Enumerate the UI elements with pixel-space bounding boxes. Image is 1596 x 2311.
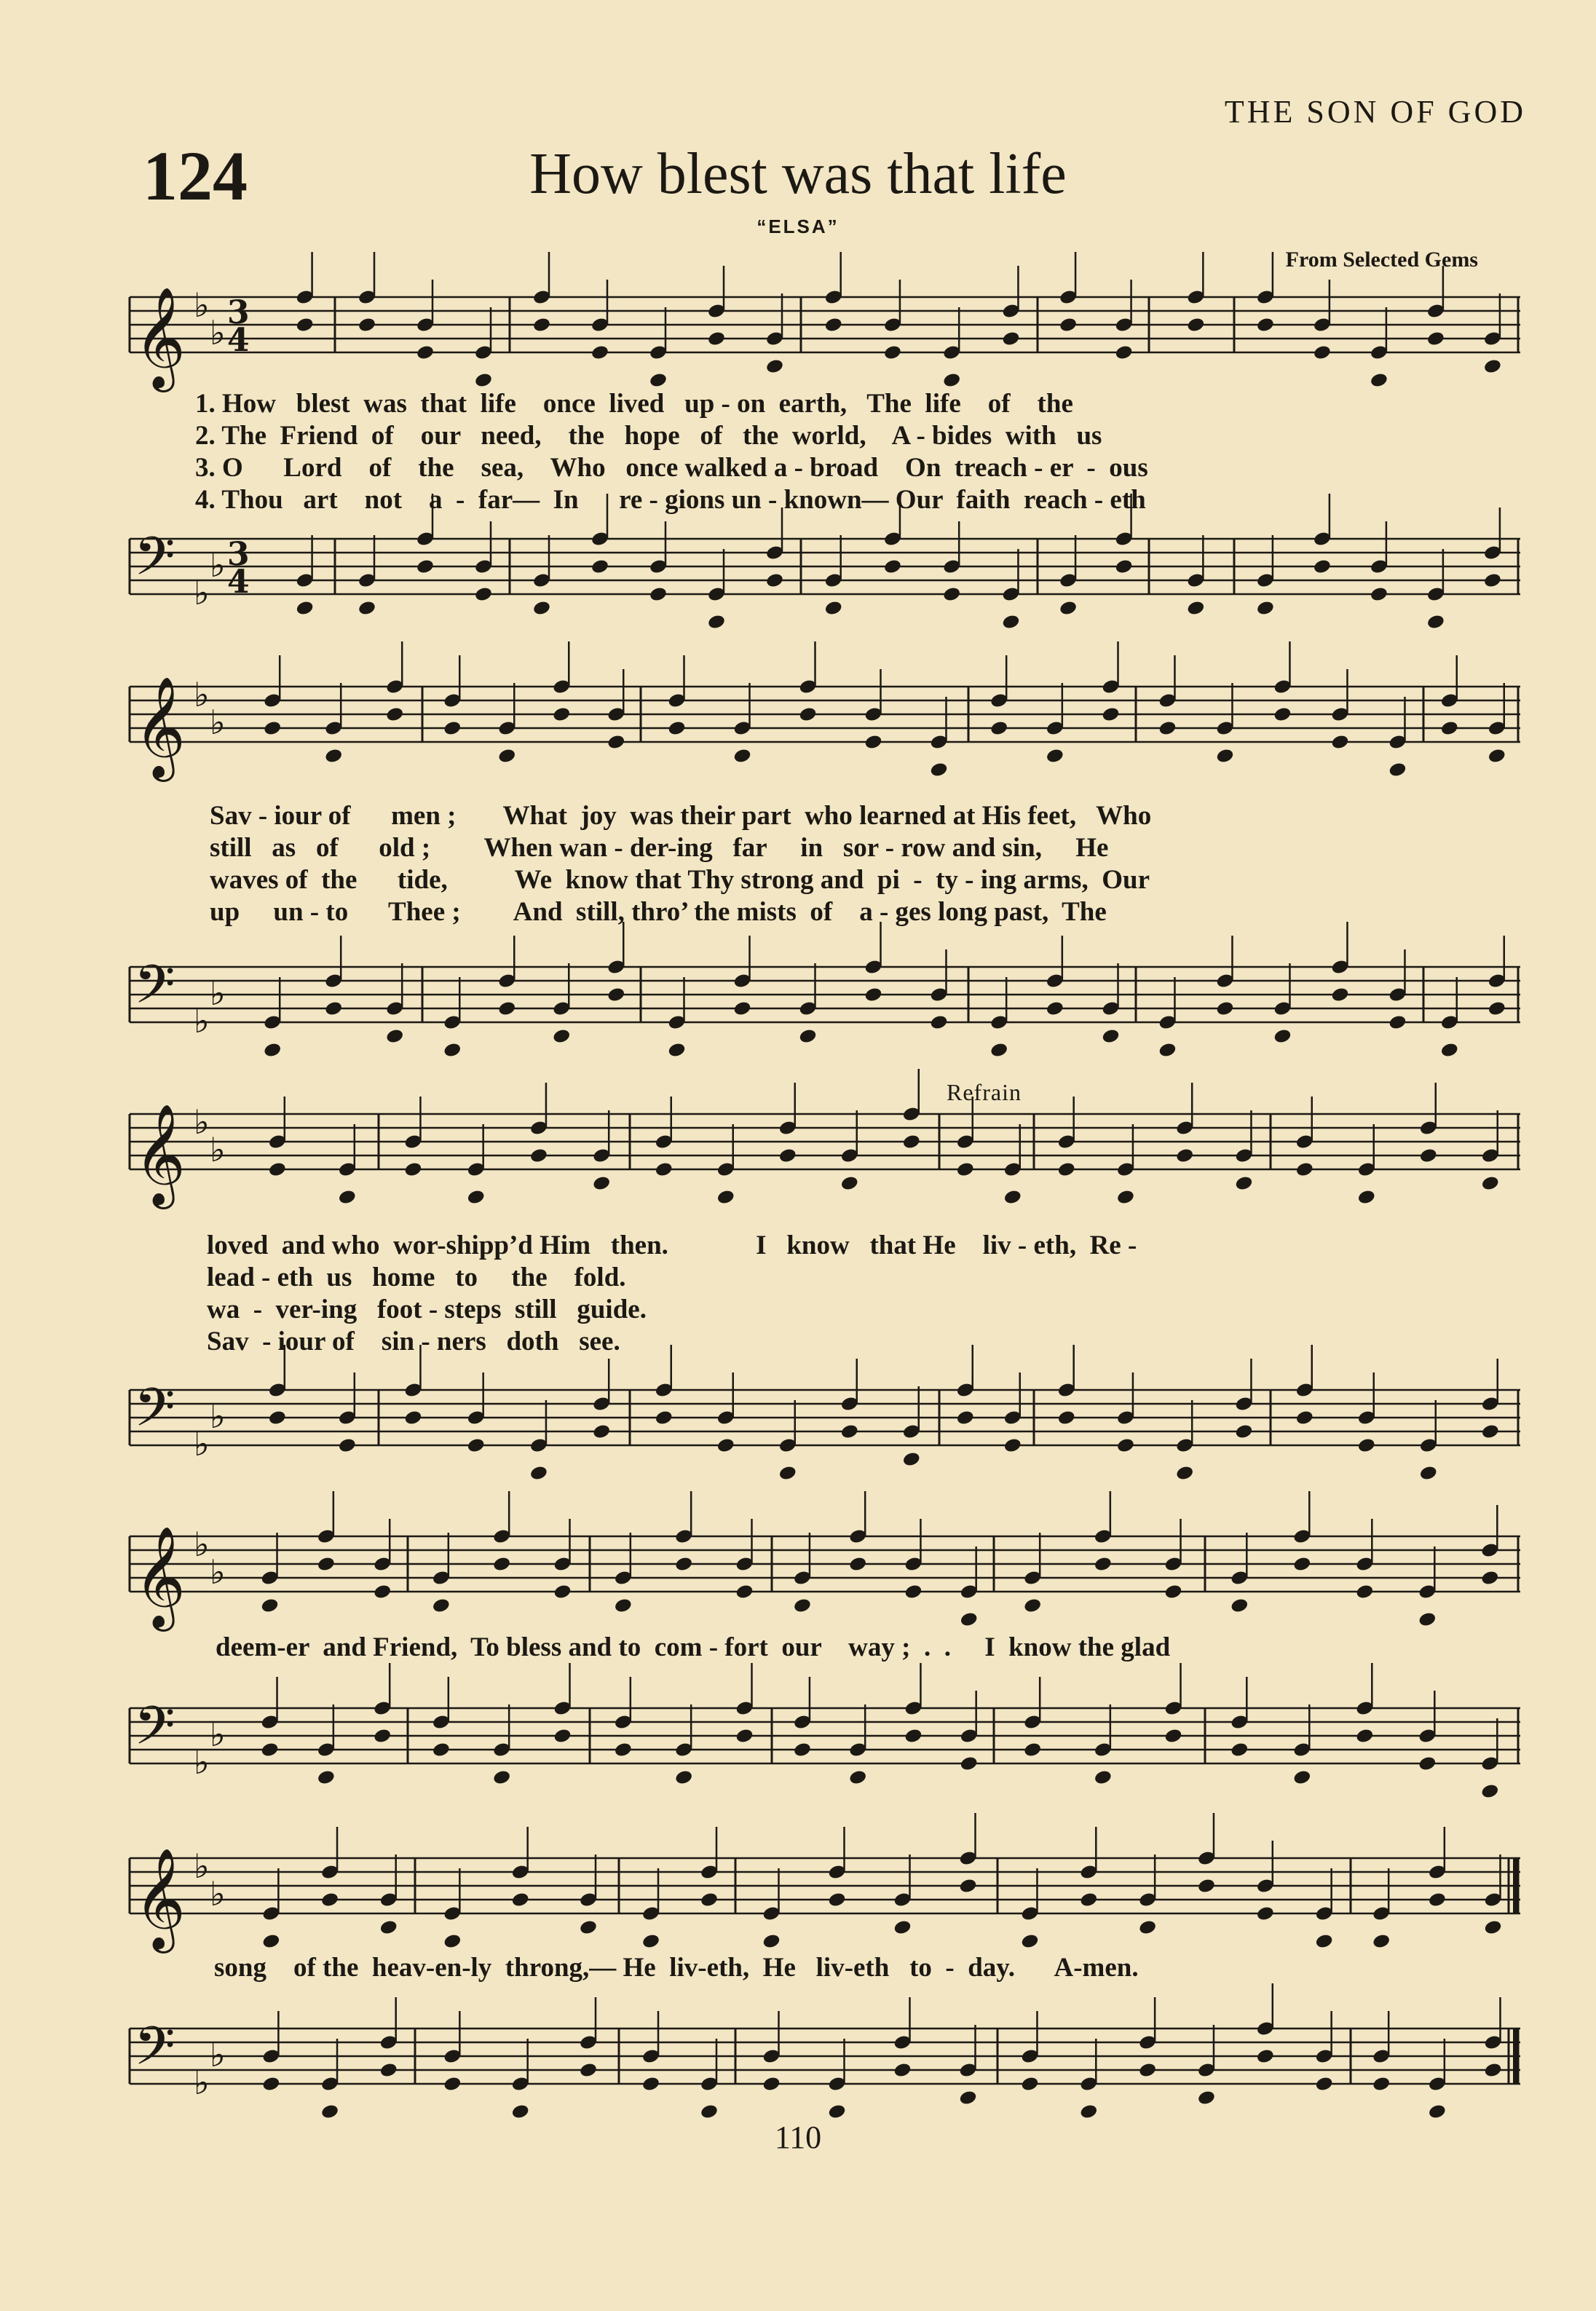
note-head bbox=[579, 2062, 598, 2079]
note-head bbox=[1273, 706, 1292, 723]
note-head bbox=[1419, 1147, 1438, 1164]
note-head bbox=[1115, 344, 1134, 361]
note-head bbox=[492, 1556, 511, 1573]
note-head bbox=[904, 1728, 923, 1745]
note-head bbox=[840, 1423, 859, 1440]
note-head bbox=[324, 748, 343, 765]
note-head bbox=[960, 1755, 979, 1772]
note-head bbox=[798, 1028, 817, 1045]
note-head bbox=[765, 572, 784, 589]
lyric-s3-4: Sav - iour of sin - ners doth see. bbox=[207, 1327, 620, 1356]
note-head bbox=[735, 1584, 754, 1600]
flat-icon: ♭ bbox=[194, 1525, 210, 1564]
flat-icon: ♭ bbox=[194, 285, 210, 325]
note-head bbox=[1273, 1028, 1292, 1045]
note-head bbox=[1370, 372, 1388, 389]
clef-icon: 𝄞 bbox=[134, 1848, 186, 1949]
note-head bbox=[765, 358, 784, 375]
note-head bbox=[260, 1597, 279, 1614]
note-head bbox=[1186, 317, 1205, 333]
note-head bbox=[1186, 600, 1205, 617]
note-head bbox=[1046, 1000, 1064, 1017]
note-head bbox=[700, 1892, 719, 1908]
flat-icon: ♭ bbox=[194, 573, 210, 612]
time-signature-bottom: 4 bbox=[227, 322, 250, 359]
note-head bbox=[1357, 1189, 1376, 1206]
lyric-s3-3: wa - ver-ing foot - steps still guide. bbox=[207, 1295, 647, 1324]
note-head bbox=[614, 1742, 633, 1758]
note-head bbox=[443, 720, 462, 737]
note-head bbox=[1116, 1189, 1135, 1206]
note-head bbox=[735, 1728, 754, 1745]
note-head bbox=[579, 1919, 598, 1936]
tune-name: “ELSA” bbox=[756, 216, 840, 237]
note-head bbox=[338, 1189, 357, 1206]
note-head bbox=[385, 1028, 404, 1045]
note-head bbox=[607, 734, 625, 751]
lyric-s4: deem-er and Friend, To bless and to com - fort our way ; . . I know the glad bbox=[216, 1632, 1171, 1662]
note-head bbox=[707, 614, 726, 631]
note-head bbox=[1256, 317, 1275, 333]
clef-icon: 𝄢 bbox=[134, 525, 175, 600]
note-head bbox=[416, 558, 435, 575]
note-head bbox=[674, 1769, 693, 1786]
note-head bbox=[942, 586, 961, 603]
note-head bbox=[1428, 2103, 1447, 2120]
note-head bbox=[553, 1728, 572, 1745]
note-head bbox=[1370, 586, 1388, 603]
note-head bbox=[317, 1556, 336, 1573]
note-head bbox=[1480, 1570, 1499, 1587]
note-head bbox=[607, 987, 625, 1003]
section-heading: THE SON OF GOD bbox=[1224, 94, 1526, 130]
note-head bbox=[929, 762, 948, 778]
note-head bbox=[840, 1175, 859, 1192]
note-head bbox=[1020, 2076, 1039, 2093]
note-head bbox=[762, 2076, 781, 2093]
note-head bbox=[1256, 1905, 1275, 1922]
note-head bbox=[1313, 344, 1332, 361]
note-head bbox=[324, 1000, 343, 1017]
note-head bbox=[296, 317, 315, 333]
note-head bbox=[1355, 1728, 1374, 1745]
note-head bbox=[700, 2103, 719, 2120]
note-head bbox=[497, 748, 516, 765]
note-head bbox=[1116, 1437, 1135, 1454]
source-credit: From Selected Gems bbox=[1285, 248, 1478, 272]
note-head bbox=[590, 558, 609, 575]
note-head bbox=[1215, 1000, 1234, 1017]
note-head bbox=[864, 987, 882, 1003]
note-head bbox=[641, 1933, 660, 1950]
note-head bbox=[261, 1933, 280, 1950]
note-head bbox=[848, 1769, 867, 1786]
note-head bbox=[667, 720, 686, 737]
page-number: 110 bbox=[774, 2120, 822, 2155]
note-head bbox=[1234, 1175, 1253, 1192]
note-head bbox=[1158, 720, 1177, 737]
note-head bbox=[1295, 1410, 1314, 1426]
note-head bbox=[716, 1189, 735, 1206]
flat-icon: ♭ bbox=[210, 1552, 226, 1592]
lyric-s3-1: loved and who wor-shipp’d Him then. I know that He liv - eth, Re - bbox=[207, 1230, 1137, 1260]
note-head bbox=[467, 1189, 486, 1206]
note-head bbox=[1483, 572, 1502, 589]
note-head bbox=[492, 1769, 511, 1786]
lyric-s5: song of the heav-en-ly throng,— He liv-eth, He liv-eth to - day. A-men. bbox=[214, 1953, 1139, 1983]
hymn-number: 124 bbox=[143, 137, 248, 215]
note-head bbox=[511, 2103, 530, 2120]
note-head bbox=[1426, 614, 1445, 631]
note-head bbox=[373, 1728, 392, 1745]
note-head bbox=[1481, 1175, 1500, 1192]
note-head bbox=[902, 1134, 921, 1150]
note-head bbox=[1197, 1878, 1216, 1895]
clef-icon: 𝄢 bbox=[134, 2015, 175, 2090]
note-head bbox=[1115, 558, 1134, 575]
note-head bbox=[942, 372, 961, 389]
clef-icon: 𝄞 bbox=[134, 287, 186, 388]
flat-icon: ♭ bbox=[194, 2063, 210, 2102]
clef-icon: 𝄢 bbox=[134, 1376, 175, 1451]
note-head bbox=[732, 1000, 751, 1017]
hymn-title: How blest was that life bbox=[529, 142, 1067, 206]
lyric-s1-1: 1. How blest was that life once lived up - on earth, The life of the bbox=[195, 389, 1073, 419]
note-head bbox=[674, 1556, 693, 1573]
note-head bbox=[403, 1161, 422, 1178]
note-head bbox=[641, 2076, 660, 2093]
note-head bbox=[1215, 748, 1234, 765]
note-head bbox=[793, 1597, 812, 1614]
note-head bbox=[902, 1451, 921, 1468]
note-head bbox=[778, 1147, 797, 1164]
note-head bbox=[1330, 734, 1349, 751]
flat-icon: ♭ bbox=[210, 973, 226, 1013]
flat-icon: ♭ bbox=[194, 1001, 210, 1040]
note-head bbox=[385, 706, 404, 723]
note-head bbox=[883, 344, 902, 361]
note-head bbox=[848, 1556, 867, 1573]
lyric-s1-4: 4. Thou art not a - far— In re - gions un - known— Our faith reach - eth bbox=[195, 485, 1146, 515]
note-head bbox=[379, 2062, 398, 2079]
note-head bbox=[511, 1892, 530, 1908]
note-head bbox=[778, 1465, 797, 1482]
note-head bbox=[320, 1892, 339, 1908]
note-head bbox=[432, 1742, 451, 1758]
note-head bbox=[1372, 2076, 1391, 2093]
note-head bbox=[1001, 614, 1020, 631]
note-head bbox=[1440, 720, 1459, 737]
clef-icon: 𝄞 bbox=[134, 1526, 186, 1627]
note-head bbox=[1079, 2103, 1098, 2120]
clef-icon: 𝄞 bbox=[134, 1104, 186, 1205]
note-head bbox=[261, 2076, 280, 2093]
note-head bbox=[529, 1465, 548, 1482]
note-head bbox=[904, 1584, 923, 1600]
note-head bbox=[1440, 1042, 1459, 1059]
note-head bbox=[989, 720, 1008, 737]
note-head bbox=[1234, 1423, 1253, 1440]
note-head bbox=[1418, 1755, 1437, 1772]
note-head bbox=[1295, 1161, 1314, 1178]
note-head bbox=[1094, 1556, 1113, 1573]
note-head bbox=[373, 1584, 392, 1600]
time-signature-bottom: 4 bbox=[227, 564, 250, 601]
flat-icon: ♭ bbox=[210, 1130, 226, 1169]
note-head bbox=[883, 558, 902, 575]
note-head bbox=[1230, 1597, 1249, 1614]
note-head bbox=[1197, 2090, 1216, 2106]
note-head bbox=[1158, 1042, 1177, 1059]
flat-icon: ♭ bbox=[194, 1424, 210, 1463]
note-head bbox=[443, 1042, 462, 1059]
note-head bbox=[432, 1597, 451, 1614]
note-head bbox=[357, 600, 376, 617]
note-head bbox=[260, 1742, 279, 1758]
note-head bbox=[798, 706, 817, 723]
note-head bbox=[320, 2103, 339, 2120]
time-signature-top: 3 bbox=[227, 536, 250, 573]
note-head bbox=[716, 1437, 735, 1454]
note-head bbox=[497, 1000, 516, 1017]
lyric-s2-3: waves of the tide, We know that Thy strong and pi - ty - ing arms, Our bbox=[210, 865, 1150, 895]
note-head bbox=[958, 1878, 977, 1895]
note-head bbox=[1419, 1465, 1438, 1482]
lyric-s2-1: Sav - iour of men ; What joy was their part who learned at His feet, Who bbox=[210, 801, 1152, 831]
note-head bbox=[824, 317, 843, 333]
note-head bbox=[296, 600, 315, 617]
note-head bbox=[552, 706, 571, 723]
note-head bbox=[989, 1042, 1008, 1059]
note-head bbox=[1292, 1556, 1311, 1573]
note-head bbox=[958, 2090, 977, 2106]
flat-icon: ♭ bbox=[210, 545, 226, 585]
note-head bbox=[614, 1597, 633, 1614]
note-head bbox=[827, 2103, 846, 2120]
note-head bbox=[956, 1161, 975, 1178]
note-head bbox=[268, 1410, 287, 1426]
note-head bbox=[1020, 1933, 1039, 1950]
lyric-s2-2: still as of old ; When wan - der-ing far in sor - row and sin, He bbox=[210, 833, 1109, 863]
note-head bbox=[357, 317, 376, 333]
note-head bbox=[649, 372, 668, 389]
note-head bbox=[1003, 1189, 1022, 1206]
note-head bbox=[1001, 331, 1020, 347]
note-head bbox=[956, 1410, 975, 1426]
note-head bbox=[1164, 1584, 1182, 1600]
flat-icon: ♭ bbox=[210, 313, 226, 352]
lyric-s1-3: 3. O Lord of the sea, Who once walked a - broad On treach - er - ous bbox=[195, 453, 1148, 483]
note-head bbox=[1046, 748, 1064, 765]
note-head bbox=[1101, 706, 1120, 723]
note-head bbox=[592, 1175, 611, 1192]
note-head bbox=[732, 748, 751, 765]
note-head bbox=[268, 1161, 287, 1178]
note-head bbox=[592, 1423, 611, 1440]
note-head bbox=[1057, 1161, 1076, 1178]
note-head bbox=[960, 1611, 979, 1628]
note-head bbox=[655, 1161, 673, 1178]
note-head bbox=[1483, 2062, 1502, 2079]
note-head bbox=[1175, 1465, 1194, 1482]
note-head bbox=[1315, 2076, 1334, 2093]
note-head bbox=[1059, 317, 1078, 333]
note-head bbox=[1355, 1584, 1374, 1600]
flat-icon: ♭ bbox=[210, 2035, 226, 2074]
note-head bbox=[443, 2076, 462, 2093]
note-head bbox=[474, 586, 493, 603]
note-head bbox=[929, 1014, 948, 1031]
flat-icon: ♭ bbox=[194, 675, 210, 714]
note-head bbox=[1023, 1742, 1042, 1758]
note-head bbox=[467, 1437, 486, 1454]
note-head bbox=[1138, 1919, 1157, 1936]
note-head bbox=[1023, 1597, 1042, 1614]
time-signature-top: 3 bbox=[227, 294, 250, 331]
note-head bbox=[529, 1147, 548, 1164]
note-head bbox=[1388, 1014, 1407, 1031]
note-head bbox=[864, 734, 882, 751]
note-head bbox=[893, 2062, 912, 2079]
note-head bbox=[1388, 762, 1407, 778]
note-head bbox=[403, 1410, 422, 1426]
note-head bbox=[1481, 1423, 1500, 1440]
note-head bbox=[553, 1584, 572, 1600]
lyric-s1-2: 2. The Friend of our need, the hope of the world, A - bides with us bbox=[195, 421, 1102, 451]
note-head bbox=[893, 1919, 912, 1936]
note-head bbox=[1003, 1437, 1022, 1454]
note-head bbox=[590, 344, 609, 361]
note-head bbox=[532, 600, 551, 617]
lyric-s3-2: lead - eth us home to the fold. bbox=[207, 1263, 626, 1292]
note-head bbox=[263, 1042, 282, 1059]
note-head bbox=[474, 372, 493, 389]
note-head bbox=[416, 344, 435, 361]
note-head bbox=[1488, 748, 1506, 765]
note-head bbox=[1426, 331, 1445, 347]
note-head bbox=[1313, 558, 1332, 575]
flat-icon: ♭ bbox=[210, 1874, 226, 1913]
note-head bbox=[1164, 1728, 1182, 1745]
note-head bbox=[1101, 1028, 1120, 1045]
note-head bbox=[827, 1892, 846, 1908]
note-head bbox=[1292, 1769, 1311, 1786]
clef-icon: 𝄢 bbox=[134, 1694, 175, 1769]
note-head bbox=[655, 1410, 673, 1426]
note-head bbox=[1480, 1783, 1499, 1800]
note-head bbox=[263, 720, 282, 737]
note-head bbox=[338, 1437, 357, 1454]
flat-icon: ♭ bbox=[210, 1715, 226, 1754]
note-head bbox=[1357, 1437, 1376, 1454]
note-head bbox=[1256, 2048, 1275, 2065]
note-head bbox=[1428, 1892, 1447, 1908]
lyric-s2-4: up un - to Thee ; And still, thro’ the mists of a - ges long past, The bbox=[210, 897, 1107, 927]
note-head bbox=[1372, 1933, 1391, 1950]
note-head bbox=[317, 1769, 336, 1786]
note-head bbox=[1483, 358, 1502, 375]
note-head bbox=[1230, 1742, 1249, 1758]
note-head bbox=[1256, 600, 1275, 617]
flat-icon: ♭ bbox=[210, 1397, 226, 1436]
note-head bbox=[667, 1042, 686, 1059]
refrain-label: Refrain bbox=[947, 1079, 1022, 1105]
note-head bbox=[532, 317, 551, 333]
note-head bbox=[1330, 987, 1349, 1003]
flat-icon: ♭ bbox=[194, 1102, 210, 1142]
note-head bbox=[1315, 1933, 1334, 1950]
note-head bbox=[1094, 1769, 1113, 1786]
note-head bbox=[1059, 600, 1078, 617]
note-head bbox=[1418, 1611, 1437, 1628]
note-head bbox=[379, 1919, 398, 1936]
note-head bbox=[793, 1742, 812, 1758]
note-head bbox=[1079, 1892, 1098, 1908]
note-head bbox=[1175, 1147, 1194, 1164]
note-head bbox=[707, 331, 726, 347]
note-head bbox=[552, 1028, 571, 1045]
note-head bbox=[1057, 1410, 1076, 1426]
note-head bbox=[649, 586, 668, 603]
flat-icon: ♭ bbox=[194, 1846, 210, 1886]
clef-icon: 𝄞 bbox=[134, 676, 186, 778]
note-head bbox=[1138, 2062, 1157, 2079]
note-head bbox=[762, 1933, 781, 1950]
note-head bbox=[1488, 1000, 1506, 1017]
flat-icon: ♭ bbox=[210, 703, 226, 742]
note-head bbox=[824, 600, 843, 617]
note-head bbox=[443, 1933, 462, 1950]
note-head bbox=[1483, 1919, 1502, 1936]
flat-icon: ♭ bbox=[194, 1742, 210, 1782]
clef-icon: 𝄢 bbox=[134, 953, 175, 1028]
